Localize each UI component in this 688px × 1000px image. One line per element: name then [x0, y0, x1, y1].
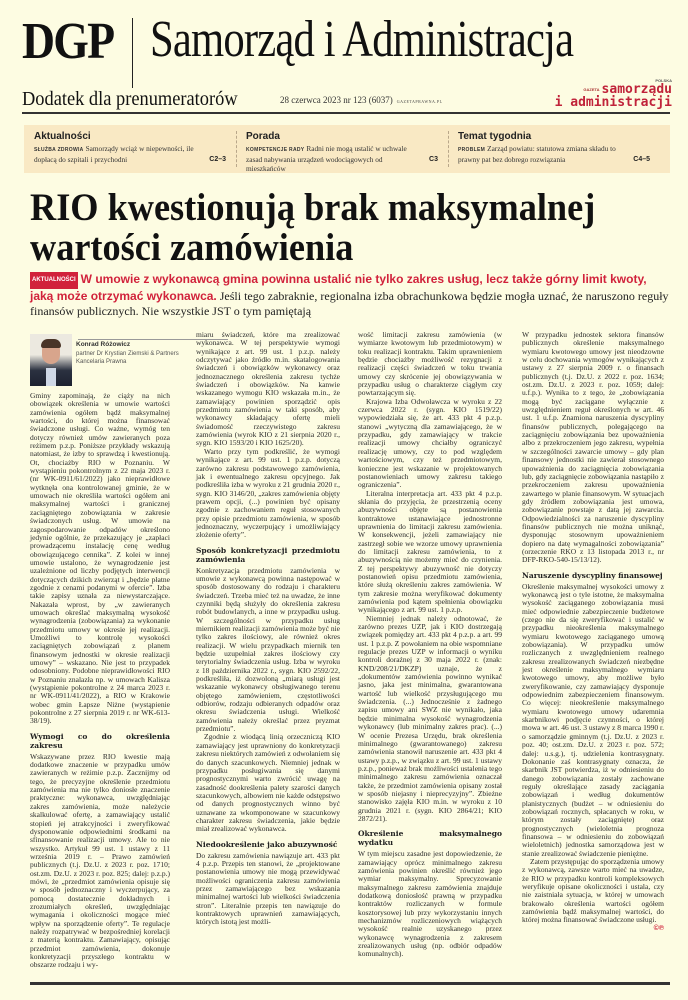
paragraph: wość limitacji zakresu zamówienia (w wymiarze kwotowym lub przedmiotowym) w toku realizacji kontraktu. Takim uprawnieniem będzie chociażby możliwość rezygnacji z realizacji części świadczeń w toku trwania umowy czy skrócenie jej obowiązywania w przypadku usług o charakterze ciągłym czy powtarzającym się. [358, 330, 502, 398]
brand-country: POLSKA [655, 78, 672, 83]
article-column-3 [358, 331, 502, 976]
photo-shirt [46, 368, 56, 386]
teaser-title: Temat tygodnia [458, 131, 532, 142]
supplement-subtitle: Dodatek dla prenumeratorów [22, 88, 238, 110]
paragraph: Warto przy tym podkreślić, że wymogi wynikające z art. 99 ust. 1 p.z.p. dotyczą zarówno zakresu podstawowego zamówienia, jak i ewentualnego zakresu opcyjnego. Jak podkreśliła izba w wyroku z 21 grudnia 2020 r., sygn. KIO 3146/20, „zakres zamówienia objęty prawem opcji, (...) powinien być opisany zgodnie z zachowaniem reguł stosowanych przy opisie przedmiotu zamówienia, w sposób jednoznaczny, wyczerpujący i umożliwiający złożenie oferty”. [196, 446, 340, 540]
article-column-2 [196, 331, 340, 976]
masthead-separator [132, 18, 133, 88]
site-link[interactable]: GAZETAPRAWNA.PL [396, 99, 443, 104]
brand-line-2: i administracji [554, 95, 672, 110]
teaser-text: Zarząd powiatu: statutowa zmiana składu to prawny pat bez dobrego rozwiązania [458, 144, 616, 164]
teaser-porada[interactable] [236, 131, 448, 173]
dgp-logo[interactable]: DGP [22, 13, 114, 70]
section-heading: Naruszenie dyscypliny finansowej [522, 570, 663, 580]
paragraph: Do zakresu zamówienia nawiązuje art. 433 pkt 4 p.z.p. Przepis ten stanowi, że „projektowane postanowienia umowy nie mogą przewidywać możliwości ograniczenia zakresu zamówienia przez zamawiającego bez wskazania minimalnej wartości lub wielkości świadczenia stron”. Literalnie przepis ten nawiązuje do kontraktowych uprawnień zamawiających, których istotą jest możli- [196, 850, 340, 927]
lead-bold: W umowie z wykonawcą gmina powinna ustalić nie tylko zakres usług, lecz także górny limit kwoty, jaką może otrzymać wykonawca. [30, 272, 647, 303]
teaser-kicker: SŁUŻBA ZDROWIA [34, 147, 84, 153]
brand-gazeta: GAZETA [583, 87, 600, 92]
end-mark-icon: ©℗ [653, 924, 664, 932]
paragraph: Literalna interpretacja art. 433 pkt 4 p.z.p. skłania do przyjęcia, że przestrzenią oceny abuzywności objęte są postanowienia kontraktowe ustanawiające jednostronne uprawnienia do limitacji zakresu zamówienia. W konsekwencji, jeżeli zamawiający nie zastrzegł sobie we wzorze umowy uprawnienia do limitacji zakresu zamówienia, to z abuzywnością nie możemy mieć do czynienia. Z tej perspektywy abuzywność nie dotyczy postanowień opisu przedmiotu zamówienia, które służą określeniu zakres zamówienia. W tym zakresie można weryfikować dokumenty zamówienia pod kątem spełnienia obowiązku wynikającego z art. 99 ust. 1 p.z.p. [358, 488, 502, 615]
paragraph: Określenie maksymalnej wysokości umowy z wykonawcą jest o tyle istotne, że maksymalna wysokość zaciąganego zobowiązania musi mieć odpowiednie zabezpieczenie budżetowe (czego nie da się zweryfikować i ustalić w przypadku nieokreślenia maksymalnego wymiaru kwotowego zaciąganego umową zobowiązania). W przypadku umów rozliczanych z uwzględnieniem realnego zakresu zrealizowanych świadczeń niezbędne jest określenie maksymalnego wymiaru kwotowego umowy, aby możliwe było zweryfikowanie, czy zamawiający dysponuje odpowiednim zabezpieczeniem finansowym. Co więcej: nieokreślenie maksymalnego wymiaru kwotowego umowy udaremnia skarbnikowi podjęcie czynności, o której mowa w art. 46 ust. 3 ustawy z 8 marca 1990 r. o samorządzie gminnym (t.j. Dz.U. z 2023 r. poz. 40; ost.zm. Dz.U. z 2023 r. poz. 572; dalej: u.s.g.), tj. udzielenia kontrasygnaty. Dokonanie zaś kontrasygnaty oznacza, że skarbnik JST potwierdza, iż w odniesieniu do danego zobowiązania zostały zachowane reguły określające zasady zaciągania zobowiązań i według dokumentów planistycznych (budżet – w odniesieniu do zobowiązań rocznych, spłacanych w roku, w którym zostały zaciągnięte) oraz prognostycznych (wieloletnia prognoza finansowa – w odniesieniu do zobowiązań wieloletnich) jednostka samorządowa jest w stanie zrealizować świadczenie pieniężne. [522, 581, 664, 858]
brand-line-1: samorządu [601, 82, 672, 97]
teaser-page: C3 [429, 156, 438, 163]
article-column-1 [30, 392, 170, 974]
paragraph: Zgodnie z wiodącą linią orzeczniczą KIO zamawiający jest uprawniony do konkretyzacji zakresu niektórych zamówień z odwołaniem się do danych szacunkowych. Niemniej jednak w przypadku posługiwania się danymi prognostycznymi warto zwrócić uwagę na zasadność dookreślenia palety szarości danych szacunkowych, albowiem nie każde odstępstwo od danych prognostycznych winno być uznawane za wkomponowane w szacunkowy charakter zakresu świadczenia, jakie będzie miał zrealizować wykonawca. [196, 732, 340, 834]
supplement-title: Samorząd i Administracja [150, 11, 574, 68]
masthead-rule [22, 112, 670, 114]
section-heading: Niedookreślenie jako abuzywność [196, 839, 338, 849]
photo-hair [41, 339, 61, 348]
paragraph: Krajowa Izba Odwoławcza w wyroku z 22 czerwca 2022 r. (sygn. KIO 1519/22) wypowiedziała się, że art. 433 pkt 4 p.z.p. stanowi „wytyczną dla zamawiającego, że w przypadku, gdy zamawiający w trakcie realizacji umowy chciałby ograniczyć realizację umowy, czy to pod względem wartościowym, czy też przedmiotowym, konieczne jest wskazanie w projektowanych postanowieniach umowy zakresu takiego ograniczenia”. [358, 396, 502, 490]
paragraph: W przypadku jednostek sektora finansów publicznych określenie maksymalnego wymiaru kwotowego umowy jest nieodzowne w celu dochowania wymogów wynikających z ustawy z 27 sierpnia 2009 r. o finansach publicznych (t.j. Dz.U. z 2022 r. poz. 1634; ost.zm. Dz.U. z 2023 r. poz. 1059; dalej: u.f.p.). Wynika to z tego, że „zobowiązania mogą być zaciągane wyłącznie z uwzględnieniem reguł określonych w art. 46 ust. 1 u.f.p. Znamiona naruszenia dyscypliny finansów publicznych, polegającego na zaciągnięciu zobowiązania bez upoważnienia albo z przekroczeniem jego zakresu, wypełnia w szczególności zawarcie umowy – gdy plan finansowy jednostki nie zawierał stosownego upoważnienia do zaciągnięcia zobowiązania lub, gdy zaciągnięcie zobowiązania nastąpiło z przekroczeniem zakresu upoważnienia zawartego w planie finansowym. W sytuacjach gdy źródłem zobowiązania jest umowa, zobowiązanie powstaje z datą jej zawarcia. Odpowiedzialności za naruszenie dyscypliny finansów publicznych nie można uniknąć, dysponując stosownym upoważnieniem dopiero na datę wymagalności zobowiązania” (orzeczenie RKO z 13 listopada 2013 r., nr DFP-RKO-540-15/13/12). [522, 330, 664, 565]
brand-logo [555, 78, 672, 109]
paragraph: Konkretyzacja przedmiotu zamówienia w umowie z wykonawcą powinna następować w sposób dostosowany do rodzaju i charakteru świadczeń. Trzeba mieć też na uwadze, że inne czynniki będą służyły do określenia zakresu robót budowlanych, a inne w przypadku usług. W szczególności w przypadku usług miernikiem realizacji zamówienia może być nie tylko zakres ilościowy, ale również okres realizacji. W wielu przypadkach miernik ten będzie uzupełniał zakres ilościowy czy terytorialny świadczenia usług. Izba w wyroku z 18 października 2022 r., sygn. KIO 2592/22, podkreśliła, iż dozwoloną „miarą usługi jest wskazanie wykonawcy obsługiwanego terenu objętego zamówieniem, częstotliwości odbiorów, rodzaju odbieranych odpadów oraz okresu świadczenia usługi. Wielkość zamówienia należy określać przez pryzmat przedmiotu”. [196, 565, 340, 734]
masthead [22, 10, 672, 110]
lead-text: Jeśli tego zabraknie, regionalna izba obrachunkowa będzie mogła uznać, że naruszono reguły finansów publicznych. Nie wszystkie JST o tym pamiętają [30, 289, 669, 318]
teaser-temat-tygodnia[interactable] [448, 131, 660, 167]
paragraph: W tym miejscu zasadne jest dopowiedzenie, że zamawiający oprócz minimalnego zakresu zamówienia powinien określić również jego wymiar maksymalny. Sprecyzowanie maksymalnego zakresu zamówienia znajduje dodatkową doniosłość prawną w przypadku kontraktów rozliczanych w formule kosztorysowej lub przy wykorzystaniu innych mechanizmów rozliczeniowych wiążących wysokość realnie uzyskanego przez wykonawcę wynagrodzenia z zakresem zrealizowanych usług (np. odbiór odpadów komunalnych). [358, 849, 502, 959]
teaser-kicker: KOMPETENCJE RADY [246, 147, 305, 153]
author-photo [30, 334, 72, 386]
teaser-aktualnosci[interactable] [34, 131, 236, 167]
author-name: Konrad Różowicz [76, 341, 131, 348]
article-headline: RIO kwestionują brak maksymalnej wartości zamówienia [30, 186, 596, 269]
section-tag: AKTUALNOŚCI [30, 272, 78, 289]
section-heading: Wymogi co do określenia zakresu [30, 731, 170, 750]
paragraph: Zatem przystępując do sporządzenia umowy z wykonawcą, zawsze warto mieć na uwadze, że RIO w przypadku kontroli kompleksowych weryfikuje opisane okoliczności i ustala, czy nie zaistniała sytuacja, w której w umowach brakowało określenia wartości ogółem zamówienia bądź maksymalnej wartości, do której można finansować świadczone usługi. ©℗ [522, 856, 664, 932]
issue-date: 28 czerwca 2023 nr 123 (6037) [280, 95, 393, 105]
bottom-rule [30, 982, 670, 985]
teaser-bar [24, 125, 670, 173]
paragraph: Niemniej jednak należy odnotować, że zarówno prezes UZP, jak i KIO dostrzegają związek pomiędzy art. 433 pkt 4 p.z.p. a art. 99 ust. 1 p.z.p. Z powołaniem na obie wspomniane regulacje prezes UZP w informacji o wyniku kontroli doraźnej z 30 maja 2022 r. (znak: KND/208/21/DKZP) uznaje, że z „dokumentów zamówienia powinno wynikać jasno, jaka jest minimalna, gwarantowana wartość lub wielkość przysługującego mu świadczenia. (...) Jednocześnie z żadnego zapisu umowy ani SWZ nie wynikało, jaka będzie minimalna wysokość wynagrodzenia wykonawcy (lub minimalny zakres prac). (...) W ocenie Prezesa Urzędu, brak określenia minimalnego (gwarantowanego) zakresu zamówienia stanowił naruszenie art. 433 pkt 4 ustawy p.z.p., w związku z art. 99 ust. 1 ustawy p.z.p., ponieważ brak możliwości ustalenia tego minimalnego zakresu zamówienia oznaczał także, że przedmiot zamówienia opisany został w sposób niejasny i nieprecyzyjny”. Zbieżne stanowisko zajęła KIO m.in. w wyroku z 10 grudnia 2021 r. (sygn. KIO 2864/21; KIO 2872/21). [358, 613, 502, 823]
teaser-text: Radni nie mogą ustalić w uchwale zasad nabywania urządzeń wodociągowych od mieszkańców [246, 144, 407, 173]
teaser-title: Porada [246, 131, 280, 142]
teaser-text: Samorządy wciąż w niepewności, ile dopłacą do szpitali i przychodni [34, 144, 194, 164]
author-box [30, 334, 179, 384]
paragraph: Gminy zapominają, że ciąży na nich obowiązek określenia w umowie wartości zamówienia ogółem bądź maksymalnej wartości, do której można finansować świadczone usługi. Co ważne, wymóg ten dotyczy również umów zawieranych poza reżimem p.z.p. Poniższe przykłady wskazują natomiast, że izby to sprawdzą i kwestionują. Ot, chociażby RIO w Poznaniu. W wystąpieniu pokontrolnym z 22 maja 2023 r. (nr WK-0911/61/2022) jako nieprawidłowe wytknęła ona kontrolowanej gminie, że w umowach nie określiła wartości ogółem ani maksymalnej wartości i granicznej zaciągniętego zobowiązania w zakresie świadczonych usług. W umowie na zagospodarowanie odpadów określono jedynie ogólnie, że przekazujący je „zapłaci prowadzącemu instalację cenę według obowiązującego cennika”. Z kolei w innej umowie ustalono, że wynagrodzenie jest uzależnione od liczby podjętych interwencji dotyczących dzikich zwierząt i „będzie płatne zgodnie z cenami podanymi w ofercie”. Izba takie zapisy uznała za niewystarczające. Nakazała wprost, by „w zawieranych umowach określać maksymalną wysokość wynagrodzenia (zobowiązania) za wykonanie przedmiotu umowy w okresie jej realizacji. Umożliwi to kontrolę wysokości zaciągniętych zobowiązań z planem finansowym jednostki w okresie realizacji umowy” – wskazano. Nie jest to przypadek odosobniony. Podobne nieprawidłowości RIO w Poznaniu znalazła np. w umowach Kalisza (wystąpienie pokontrolne z 24 marca 2023 r. nr WK-0911/41/2022), a RIO w Krakowie wobec gmin Łapsze Niżne (wystąpienie pokontrolne z 27 sierpnia 2019 r. nr WK-613-38/19). [30, 391, 170, 726]
article-column-4 [522, 331, 664, 976]
section-heading: Sposób konkretyzacji przedmiotu zamówienia [196, 545, 340, 564]
article-lead [30, 272, 670, 319]
paragraph: miaru świadczeń, które ma zrealizować wykonawca. W tej perspektywie wymogi wynikające z art. 99 ust. 1 p.z.p. należy odczytywać jako źródło m.in. skatalogowania świadczeń i obowiązków wykonawcy oraz jednoznacznego określenia zakresu tychże świadczeń i obowiązków. Na kanwie wskazanego wymogu KIO wskazała m.in., że zamawiający powinien sporządzić opis przedmiotu zamówienia w taki sposób, aby wykonawcy składający ofertę mieli świadomość rzeczywistego zakresu zamówienia (wyrok KIO z 21 sierpnia 2020 r., sygn. KIO 1593/20 i KIO 1625/20). [196, 330, 340, 448]
teaser-kicker: PROBLEM [458, 147, 486, 153]
teaser-title: Aktualności [34, 131, 91, 142]
teaser-page: C4–5 [633, 156, 650, 163]
issue-info [280, 95, 443, 105]
paragraph: Wskazywane przez RIO kwestie mają dodatkowe znaczenie w przypadku umów zawieranych w reżimie p.z.p. Zacznijmy od tego, że precyzyjne określenie przedmiotu zamówienia ma nie tylko doniosłe znaczenie praktyczne: wykonawca, uwzględniając zakres zamówienia, może należycie skalkulować ofertę, a zamawiający ustalić stopień jej atrakcyjności i zweryfikować dysponowanie odpowiednimi środkami na sfinansowanie realizacji umowy. Ale to nie wszystko. Artykuł 99 ust. 1 ustawy z 11 września 2019 r. – Prawo zamówień publicznych (t.j. Dz.U. z 2023 r. poz. 1710; ost.zm. Dz.U. z 2023 r. poz. 825; dalej: p.z.p.) mówi, że „przedmiot zamówienia opisuje się w sposób jednoznaczny i wyczerpujący, za pomocą dostatecznie dokładnych i zrozumiałych określeń, uwzględniając wymagania i okoliczności mogące mieć wpływ na sporządzenie oferty”. Te regulacje należy rozpatrywać w bezpośredniej korelacji z materią kontraktu. Zamawiający, opisując przedmiot zamówienia, dokonuje konkretyzacji przyszłego kontraktu w obszarze rodzaju i wy- [30, 751, 170, 970]
teaser-page: C2–3 [209, 156, 226, 163]
author-role: partner Dr Krystian Ziemski & Partners Kancelaria Prawna [76, 351, 179, 365]
section-heading: Określenie maksymalnego wydatku [358, 829, 502, 848]
